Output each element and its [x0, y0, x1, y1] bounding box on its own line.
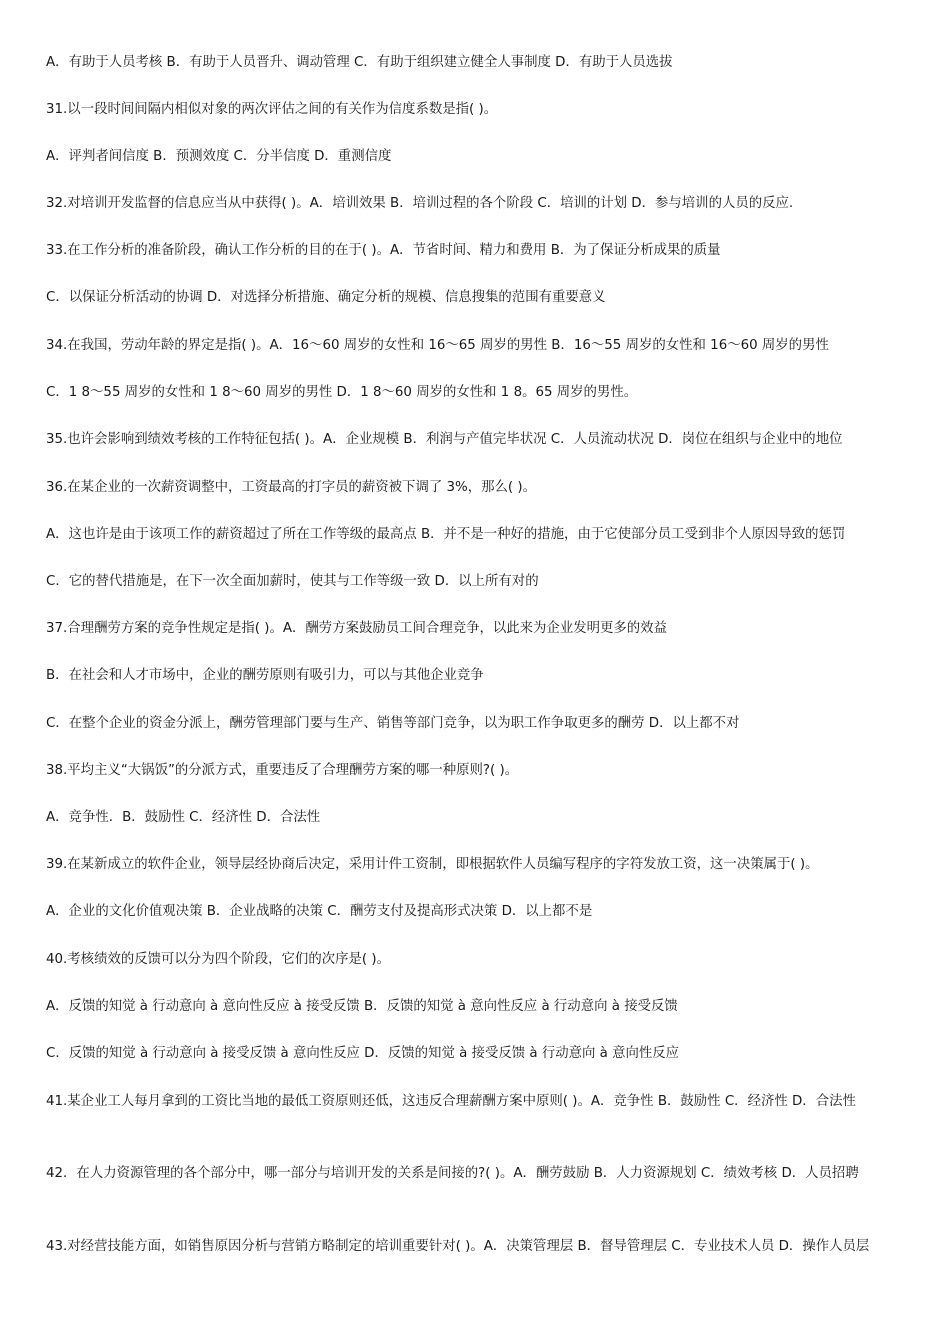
question-34: 34.在我国，劳动年龄的界定是指( )。A．16～60 周岁的女性和 16～65 周岁的男性 B．16～55 周岁的女性和 16～60 周岁的男性	[46, 338, 829, 353]
question-42: 42．在人力资源管理的各个部分中，哪一部分与培训开发的关系是间接的?( )。A．酬劳鼓励 B．人力资源规划 C．绩效考核 D．人员招聘	[46, 1166, 859, 1181]
answer-options-30: A．有助于人员考核 B．有助于人员晋升、调动管理 C．有助于组织建立健全人事制度 D．有助于人员选拔	[46, 55, 673, 70]
question-39: 39.在某新成立的软件企业，领导层经协商后决定，采用计件工资制，即根据软件人员编写程序的字符发放工资，这一决策属于( )。	[46, 857, 819, 872]
answer-options-33: C．以保证分析活动的协调 D．对选择分析措施、确定分析的规模、信息搜集的范围有重要意义	[46, 290, 606, 305]
answer-options-37a: B．在社会和人才市场中，企业的酬劳原则有吸引力，可以与其他企业竞争	[46, 668, 484, 683]
question-36: 36.在某企业的一次薪资调整中，工资最高的打字员的薪资被下调了 3%，那么( )。	[46, 480, 536, 495]
answer-options-34: C．1 8～55 周岁的女性和 1 8～60 周岁的男性 D．1 8～60 周岁的女性和 1 8。65 周岁的男性。	[46, 385, 638, 400]
answer-options-40a: A．反馈的知觉 à 行动意向 à 意向性反应 à 接受反馈 B．反馈的知觉 à 意向性反应 à 行动意向 à 接受反馈	[46, 999, 678, 1014]
question-31: 31.以一段时间间隔内相似对象的两次评估之间的有关作为信度系数是指( )。	[46, 102, 498, 117]
question-43: 43.对经营技能方面，如销售原因分析与营销方略制定的培训重要针对( )。A．决策管理层 B．督导管理层 C．专业技术人员 D．操作人员层	[46, 1239, 870, 1254]
question-40: 40.考核绩效的反馈可以分为四个阶段，它们的次序是( )。	[46, 952, 390, 967]
answer-options-36b: C．它的替代措施是，在下一次全面加薪时，使其与工作等级一致 D．以上所有对的	[46, 574, 539, 589]
answer-options-40b: C．反馈的知觉 à 行动意向 à 接受反馈 à 意向性反应 D．反馈的知觉 à 接受反馈 à 行动意向 à 意向性反应	[46, 1046, 680, 1061]
question-32: 32.对培训开发监督的信息应当从中获得( )。A．培训效果 B．培训过程的各个阶段 C．培训的计划 D．参与培训的人员的反应.	[46, 196, 794, 211]
question-38: 38.平均主义“大锅饭”的分派方式，重要违反了合理酬劳方案的哪一种原则?( )。	[46, 763, 519, 778]
answer-options-36a: A．这也许是由于该项工作的薪资超过了所在工作等级的最高点 B．并不是一种好的措施，由于它使部分员工受到非个人原因导致的惩罚	[46, 527, 846, 542]
answer-options-37b: C．在整个企业的资金分派上，酬劳管理部门要与生产、销售等部门竞争，以为职工作争取更多的酬劳 D．以上都不对	[46, 716, 740, 731]
answer-options-38: A．竞争性．B．鼓励性 C．经济性 D．合法性	[46, 810, 321, 825]
question-41: 41.某企业工人每月拿到的工资比当地的最低工资原则还低，这违反合理薪酬方案中原则( )。A．竞争性 B．鼓励性 C．经济性 D．合法性	[46, 1094, 856, 1109]
question-33: 33.在工作分析的准备阶段，确认工作分析的目的在于( )。A．节省时间、精力和费用 B．为了保证分析成果的质量	[46, 243, 721, 258]
question-35: 35.也许会影响到绩效考核的工作特征包括( )。A．企业规模 B．利润与产值完毕状况 C．人员流动状况 D．岗位在组织与企业中的地位	[46, 432, 843, 447]
answer-options-39: A．企业的文化价值观决策 B．企业战略的决策 C．酬劳支付及提高形式决策 D．以上都不是	[46, 904, 593, 919]
answer-options-31: A．评判者间信度 B．预测效度 C．分半信度 D．重测信度	[46, 149, 392, 164]
question-37: 37.合理酬劳方案的竞争性规定是指( )。A．酬劳方案鼓励员工间合理竞争，以此来为企业发明更多的效益	[46, 621, 667, 636]
